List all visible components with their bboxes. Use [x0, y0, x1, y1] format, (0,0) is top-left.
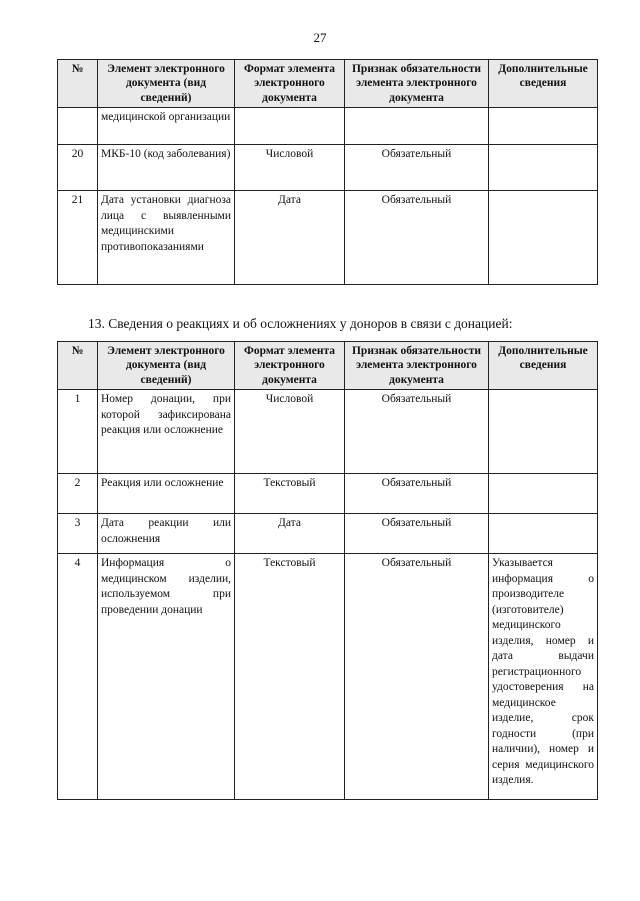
cell-format: Числовой — [235, 390, 345, 474]
cell-mandatory: Обязательный — [345, 554, 489, 800]
table-row — [58, 390, 598, 474]
header-additional: Дополнительные сведения — [489, 342, 598, 390]
table-header-row — [58, 342, 598, 390]
cell-num: 21 — [58, 191, 98, 285]
header-additional: Дополнительные сведения — [489, 60, 598, 108]
cell-additional — [489, 474, 598, 514]
header-element: Элемент электронного документа (вид сведений) — [98, 60, 235, 108]
cell-additional — [489, 108, 598, 145]
table-donor-reactions — [57, 341, 598, 800]
header-mandatory: Признак обязательности элемента электронного документа — [345, 342, 489, 390]
page-number: 27 — [313, 30, 327, 45]
cell-num: 1 — [58, 390, 98, 474]
cell-additional — [489, 514, 598, 554]
header-num: № — [58, 342, 98, 390]
table-row — [58, 108, 598, 145]
cell-format: Дата — [235, 191, 345, 285]
cell-mandatory: Обязательный — [345, 191, 489, 285]
cell-mandatory: Обязательный — [345, 474, 489, 514]
cell-format: Числовой — [235, 145, 345, 191]
table-row — [58, 554, 598, 800]
table-row — [58, 145, 598, 191]
header-format: Формат элемента электронного документа — [235, 60, 345, 108]
section-heading: 13. Сведения о реакциях и об осложнениях у доноров в связи с донацией: — [88, 316, 513, 331]
table-continued — [57, 59, 598, 285]
cell-format: Текстовый — [235, 554, 345, 800]
cell-element: медицинской организации — [98, 108, 235, 145]
table-row — [58, 191, 598, 285]
cell-num: 2 — [58, 474, 98, 514]
header-mandatory: Признак обязательности элемента электронного документа — [345, 60, 489, 108]
table-row — [58, 474, 598, 514]
cell-num — [58, 108, 98, 145]
cell-format: Текстовый — [235, 474, 345, 514]
cell-num: 20 — [58, 145, 98, 191]
header-format: Формат элемента электронного документа — [235, 342, 345, 390]
cell-additional — [489, 390, 598, 474]
cell-num: 3 — [58, 514, 98, 554]
cell-format — [235, 108, 345, 145]
cell-element: Реакция или осложнение — [98, 474, 235, 514]
cell-element: Дата установки диагноза лица с выявленными медицинскими противопоказаниями — [98, 191, 235, 285]
cell-num: 4 — [58, 554, 98, 800]
header-num: № — [58, 60, 98, 108]
cell-additional — [489, 191, 598, 285]
cell-element: Дата реакции или осложнения — [98, 514, 235, 554]
cell-additional — [489, 145, 598, 191]
table-header-row — [58, 60, 598, 108]
cell-mandatory: Обязательный — [345, 145, 489, 191]
cell-element: Номер донации, при которой зафиксирована реакция или осложнение — [98, 390, 235, 474]
table-row — [58, 514, 598, 554]
cell-mandatory: Обязательный — [345, 514, 489, 554]
cell-mandatory — [345, 108, 489, 145]
cell-element: МКБ-10 (код заболевания) — [98, 145, 235, 191]
cell-element: Информация о медицинском изделии, используемом при проведении донации — [98, 554, 235, 800]
cell-additional: Указывается информация о производителе (изготовителе) медицинского изделия, номер и дата выдачи регистрационного удостоверения на медицинское изделие, срок годности (при наличии), номер и серия медицинского изделия. — [489, 554, 598, 800]
cell-mandatory: Обязательный — [345, 390, 489, 474]
header-element: Элемент электронного документа (вид сведений) — [98, 342, 235, 390]
cell-format: Дата — [235, 514, 345, 554]
